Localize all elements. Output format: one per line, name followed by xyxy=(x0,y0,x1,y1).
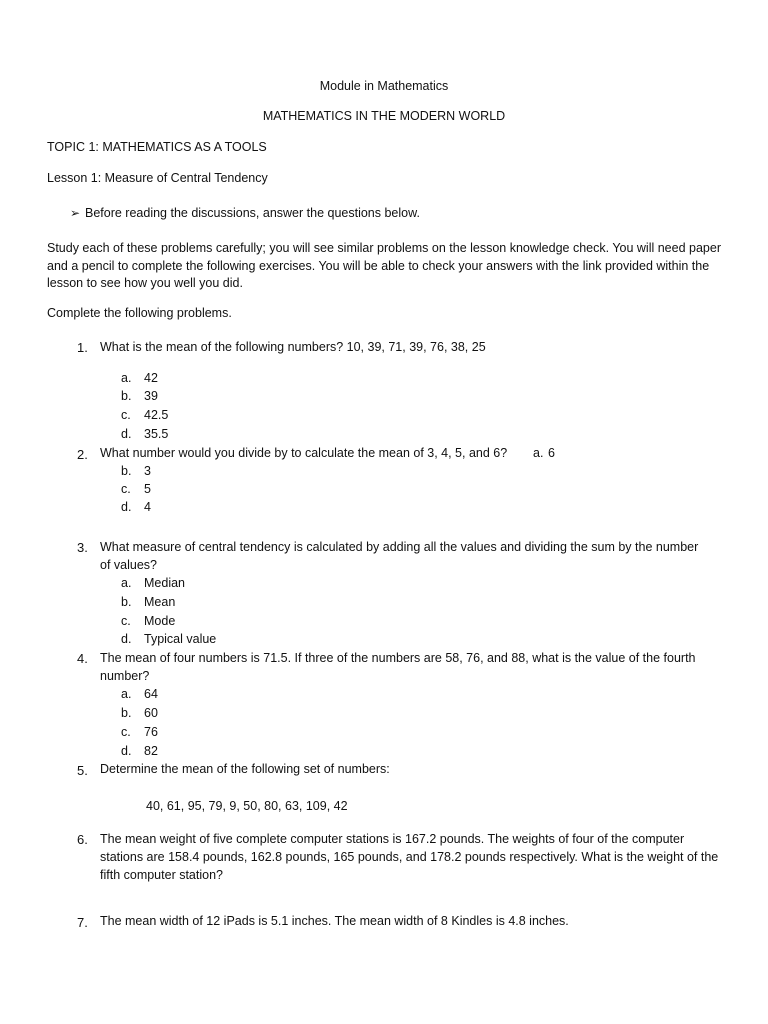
option-letter: d. xyxy=(121,427,132,441)
option-letter: a. xyxy=(121,371,132,385)
instructions-paragraph: Study each of these problems carefully; you will see similar problems on the lesson knowledge check. You will need paper and a pencil to complete the following exercises. You will be able to check your answers with the link provided within the lesson to see how you well you did. xyxy=(47,241,721,290)
question-text: The mean width of 12 iPads is 5.1 inches. The mean width of 8 Kindles is 4.8 inches. xyxy=(100,914,569,928)
option-letter: d. xyxy=(121,744,132,758)
question-text: The mean weight of five complete computer stations is 167.2 pounds. The weights of four of the computer stations are 158.4 pounds, 162.8 pounds, 165 pounds, and 178.2 pounds respectively. What is the weight of the fifth computer station? xyxy=(100,832,719,882)
option-letter: a. xyxy=(121,687,132,701)
topic-heading: TOPIC 1: MATHEMATICS AS A TOOLS xyxy=(47,140,267,154)
option-text: 6 xyxy=(548,446,555,460)
option-letter: d. xyxy=(121,632,132,646)
question-text: What number would you divide by to calculate the mean of 3, 4, 5, and 6? xyxy=(100,446,508,460)
course-title: MATHEMATICS IN THE MODERN WORLD xyxy=(262,109,506,123)
complete-label: Complete the following problems. xyxy=(47,306,232,320)
option-letter: b. xyxy=(121,464,132,478)
option-text: 76 xyxy=(144,725,158,739)
question-number: 3. xyxy=(77,540,88,555)
option-letter: c. xyxy=(121,408,131,422)
option-text: 42 xyxy=(144,371,158,385)
number-set: 40, 61, 95, 79, 9, 50, 80, 63, 109, 42 xyxy=(146,799,348,813)
option-text: 39 xyxy=(144,389,158,403)
question-number: 4. xyxy=(77,651,88,666)
question-text: The mean of four numbers is 71.5. If three of the numbers are 58, 76, and 88, what is the value of the fourth number? xyxy=(100,651,696,683)
option-text: Median xyxy=(144,576,185,590)
option-text: Mode xyxy=(144,614,176,628)
option-text: 42.5 xyxy=(144,408,169,422)
question-number: 5. xyxy=(77,763,88,778)
option-letter: c. xyxy=(121,482,131,496)
option-letter: b. xyxy=(121,389,132,403)
option-text: 64 xyxy=(144,687,158,701)
question-number: 7. xyxy=(77,915,88,930)
option-letter: c. xyxy=(121,614,131,628)
option-text: 60 xyxy=(144,706,158,720)
option-letter: a. xyxy=(533,446,544,460)
arrow-bullet-icon: ➢ xyxy=(70,206,81,220)
question-text: What is the mean of the following numbers? 10, 39, 71, 39, 76, 38, 25 xyxy=(100,340,486,354)
question-number: 6. xyxy=(77,832,88,847)
option-text: Mean xyxy=(144,595,176,609)
option-letter: d. xyxy=(121,500,132,514)
option-letter: c. xyxy=(121,725,131,739)
option-text: 4 xyxy=(144,500,151,514)
question-text: Determine the mean of the following set of numbers: xyxy=(100,762,390,776)
option-text: 5 xyxy=(144,482,151,496)
lesson-heading: Lesson 1: Measure of Central Tendency xyxy=(47,171,268,185)
option-text: Typical value xyxy=(144,632,217,646)
pre-reading-instruction: Before reading the discussions, answer the questions below. xyxy=(85,206,420,220)
question-number: 1. xyxy=(77,340,88,355)
option-letter: b. xyxy=(121,595,132,609)
option-text: 35.5 xyxy=(144,427,169,441)
option-text: 3 xyxy=(144,464,151,478)
option-letter: b. xyxy=(121,706,132,720)
option-letter: a. xyxy=(121,576,132,590)
question-text: What measure of central tendency is calculated by adding all the values and dividing the sum by the number of values? xyxy=(100,540,699,572)
option-text: 82 xyxy=(144,744,158,758)
module-title: Module in Mathematics xyxy=(319,79,449,93)
question-number: 2. xyxy=(77,447,88,462)
